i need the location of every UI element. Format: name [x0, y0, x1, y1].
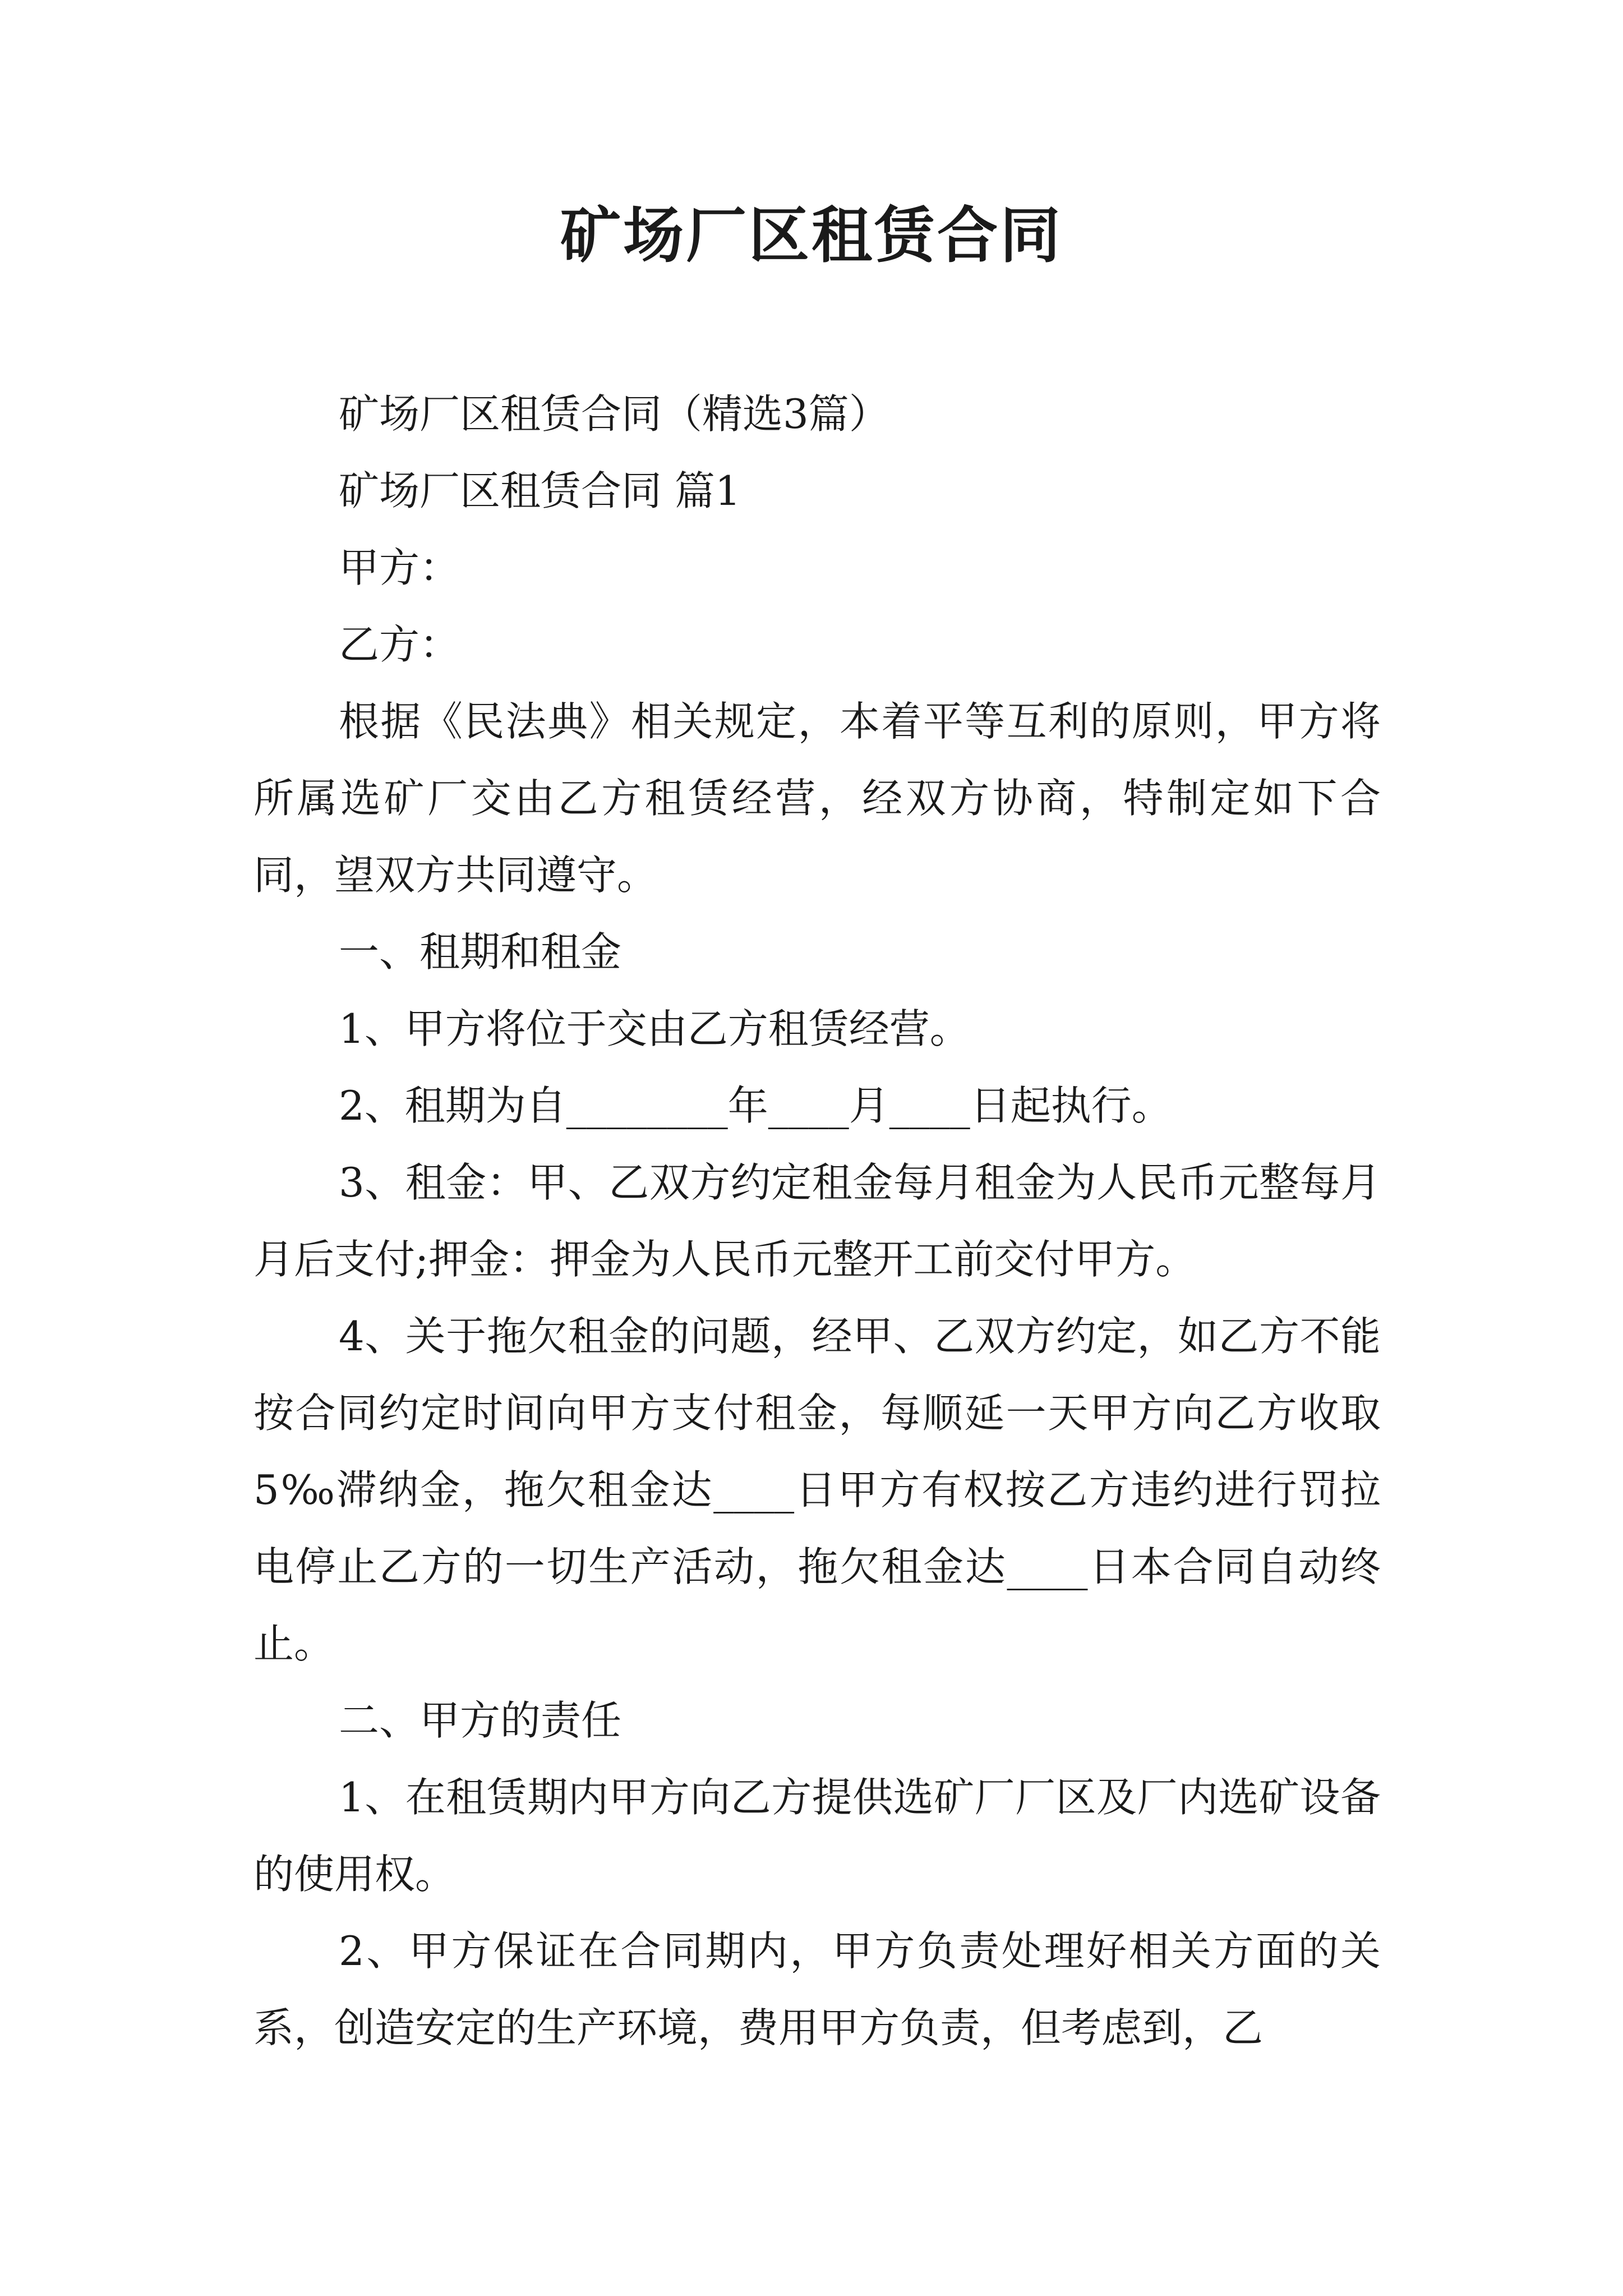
clause-2-2: 2、甲方保证在合同期内，甲方负责处理好相关方面的关系，创造安定的生产环境，费用甲方负责，但考虑到，乙 — [253, 1927, 1381, 2051]
clause-1-2: 2、租期为自________年____月____日起执行。 — [339, 1082, 1172, 1129]
party-b-line: 乙方： — [339, 621, 460, 668]
document-body — [253, 376, 1381, 2067]
section-heading-part-1: 矿场厂区租赁合同 篇1 — [339, 467, 741, 514]
subtitle-selection: 矿场厂区租赁合同（精选3篇） — [339, 390, 889, 438]
clause-1-3: 3、租金：甲、乙双方约定租金每月租金为人民币元整每月月后支付;押金：押金为人民币元整开工前交付甲方。 — [253, 1159, 1381, 1283]
clause-2-1: 1、在租赁期内甲方向乙方提供选矿厂厂区及厂内选矿设备的使用权。 — [253, 1774, 1381, 1898]
document-title: 矿场厂区租赁合同 — [560, 200, 1063, 271]
party-a-line: 甲方： — [339, 544, 460, 591]
clause-1-1: 1、甲方将位于交由乙方租赁经营。 — [339, 1005, 970, 1052]
clause-heading-party-a-duties: 二、甲方的责任 — [339, 1697, 622, 1744]
preamble-paragraph: 根据《民法典》相关规定，本着平等互利的原则，甲方将所属选矿厂交由乙方租赁经营，经双方协商，特制定如下合同，望双方共同遵守。 — [253, 698, 1381, 899]
clause-1-4: 4、关于拖欠租金的问题，经甲、乙双方约定，如乙方不能按合同约定时间向甲方支付租金，每顺延一天甲方向乙方收取5‰滞纳金，拖欠租金达____日甲方有权按乙方违约进行罚拉电停止乙方的一切生产活动，拖欠租金达____日本合同自动终止。 — [253, 1313, 1381, 1667]
clause-heading-term-rent: 一、租期和租金 — [339, 928, 622, 976]
